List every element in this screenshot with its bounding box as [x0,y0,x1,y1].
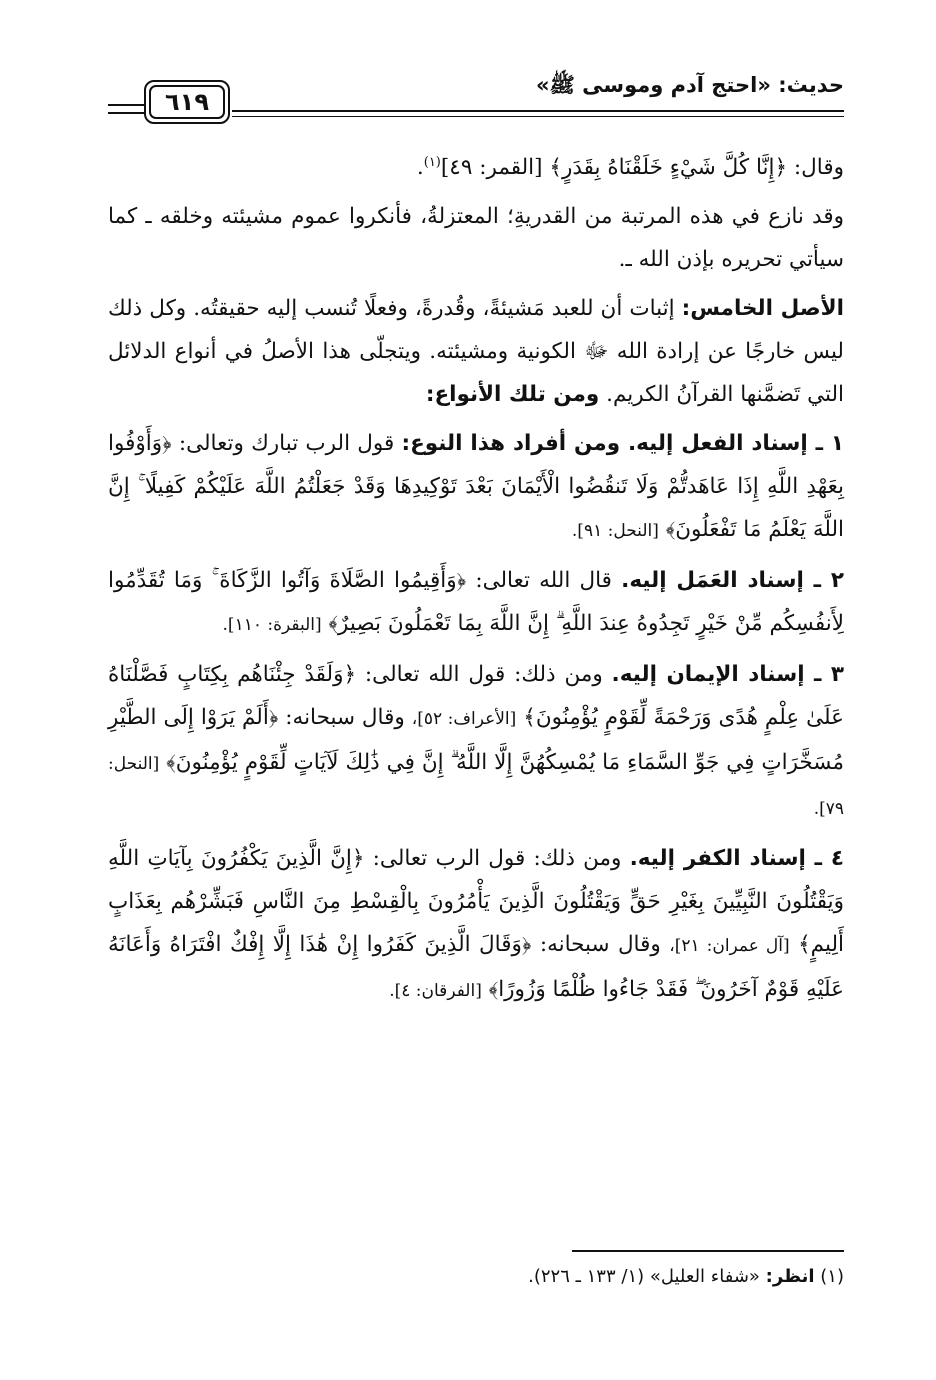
header-rule-left-top [108,104,144,106]
paragraph-3-lead: الأصل الخامس: [681,296,844,321]
footnote-separator [572,1250,844,1252]
paragraph-5 [108,559,844,647]
paragraph-4-text: قول الرب تبارك وتعالى: ﴿وَأَوْفُوا بِعَهْدِ اللَّهِ إِذَا عَاهَدتُّمْ وَلَا تَنقُضُوا الْأَيْمَانَ بَعْدَ تَوْكِيدِهَا وَقَدْ جَعَلْتُمُ اللَّهَ عَلَيْكُمْ كَفِيلًا ۚ إِنَّ اللَّهَ يَعْلَمُ مَا تَفْعَلُونَ﴾ [108,431,844,542]
paragraph-1 [108,146,844,189]
page-number: ٦١٩ [149,85,225,119]
header-rule-left-bottom [108,112,144,114]
header-rule [232,110,844,112]
paragraph-7-text: ومن ذلك: قول الرب تعالى: ﴿إِنَّ الَّذِينَ يَكْفُرُونَ بِآيَاتِ اللَّهِ وَيَقْتُلُونَ النَّبِيِّينَ بِغَيْرِ حَقٍّ وَيَقْتُلُونَ الَّذِينَ يَأْمُرُونَ بِالْقِسْطِ مِنَ النَّاسِ فَبَشِّرْهُم بِعَذَابٍ أَلِيمٍ﴾ [108,846,844,957]
footnote-text: «شفاء العليل» (١/ ١٣٣ ـ ٢٢٦). [528,1266,760,1287]
paragraph-1-text: وقال: ﴿إِنَّا كُلَّ شَيْءٍ خَلَقْنَاهُ بِقَدَرٍ﴾ [القمر: ٤٩] [440,155,844,180]
paragraph-4-ref: [النحل: ٩١]. [571,521,659,541]
paragraph-3-tail: ومن تلك الأنواع: [425,382,600,407]
paragraph-2: وقد نازع في هذه المرتبة من القدريةِ؛ المعتزلةُ، فأنكروا عموم مشيئته وخلقه ـ كما سيأتي تحريره بإذن الله ـ. [108,204,844,272]
paragraph-7-ref1: [آل عمران: ٢١]، [669,936,790,956]
paragraph-7-text2: وقال سبحانه: ﴿وَقَالَ الَّذِينَ كَفَرُوا إِنْ هَٰذَا إِلَّا إِفْكٌ افْتَرَاهُ وَأَعَانَهُ عَلَيْهِ قَوْمٌ آخَرُونَ ۖ فَقَدْ جَاءُوا ظُلْمًا وَزُورًا﴾ [108,932,844,1002]
header-rule-thin [232,116,844,117]
paragraph-6-ref2: [النحل: ٧٩]. [108,754,844,819]
page-number-frame [144,80,230,124]
paragraph-6-lead: ٣ ـ إسناد الإيمان إليه. [611,662,844,687]
footnote-number: (١) [820,1266,844,1287]
paragraph-4-lead: ١ ـ إسناد الفعل إليه. ومن أفراد هذا النوع: [401,431,844,456]
paragraph-5-text: قال الله تعالى: ﴿وَأَقِيمُوا الصَّلَاةَ وَآتُوا الزَّكَاةَ ۚ وَمَا تُقَدِّمُوا لِأَنفُسِكُم مِّنْ خَيْرٍ تَجِدُوهُ عِندَ اللَّهِ ۗ إِنَّ اللَّهَ بِمَا تَعْمَلُونَ بَصِيرٌ﴾ [108,568,844,636]
main-text [108,146,844,1019]
paragraph-6-text2: وقال سبحانه: ﴿أَلَمْ يَرَوْا إِلَى الطَّيْرِ مُسَخَّرَاتٍ فِي جَوِّ السَّمَاءِ مَا يُمْسِكُهُنَّ إِلَّا اللَّهُ ۗ إِنَّ فِي ذَٰلِكَ لَآيَاتٍ لِّقَوْمٍ يُؤْمِنُونَ﴾ [108,705,845,775]
footnote-lead: انظر: [765,1266,815,1287]
paragraph-6-text: ومن ذلك: قول الله تعالى: ﴿وَلَقَدْ جِئْنَاهُم بِكِتَابٍ فَصَّلْنَاهُ عَلَىٰ عِلْمٍ هُدًى وَرَحْمَةً لِّقَوْمٍ يُؤْمِنُونَ﴾ [108,662,844,730]
paragraph-7 [108,837,844,1013]
paragraph-5-lead: ٢ ـ إسناد العَمَل إليه. [621,568,844,593]
paragraph-6-ref1: [الأعراف: ٥٢]، [411,709,517,729]
paragraph-5-ref: [البقرة: ١١٠]. [222,615,322,635]
paragraph-6 [108,653,844,831]
footnote-marker: (١) [423,154,441,170]
paragraph-3-text: إثبات أن للعبد مَشيئةً، وقُدرةً، وفعلًا تُنسب إليه حقيقتُه. وكل ذلك ليس خارجًا عن إرادة الله ﷻ الكونية ومشيئته. ويتجلّى هذا الأصلُ في أنواع الدلائل التي تَضمَّنها القرآنُ الكريم. [108,296,844,407]
running-header-title: حديث: «احتج آدم وموسى ﷺ» [535,73,844,97]
footnote [108,1262,844,1292]
paragraph-3 [108,287,844,416]
paragraph-7-ref2: [الفرقان: ٤]. [389,981,482,1001]
paragraph-7-lead: ٤ ـ إسناد الكفر إليه. [629,846,844,871]
paragraph-1-tail: . [416,155,424,180]
paragraph-4 [108,422,844,553]
